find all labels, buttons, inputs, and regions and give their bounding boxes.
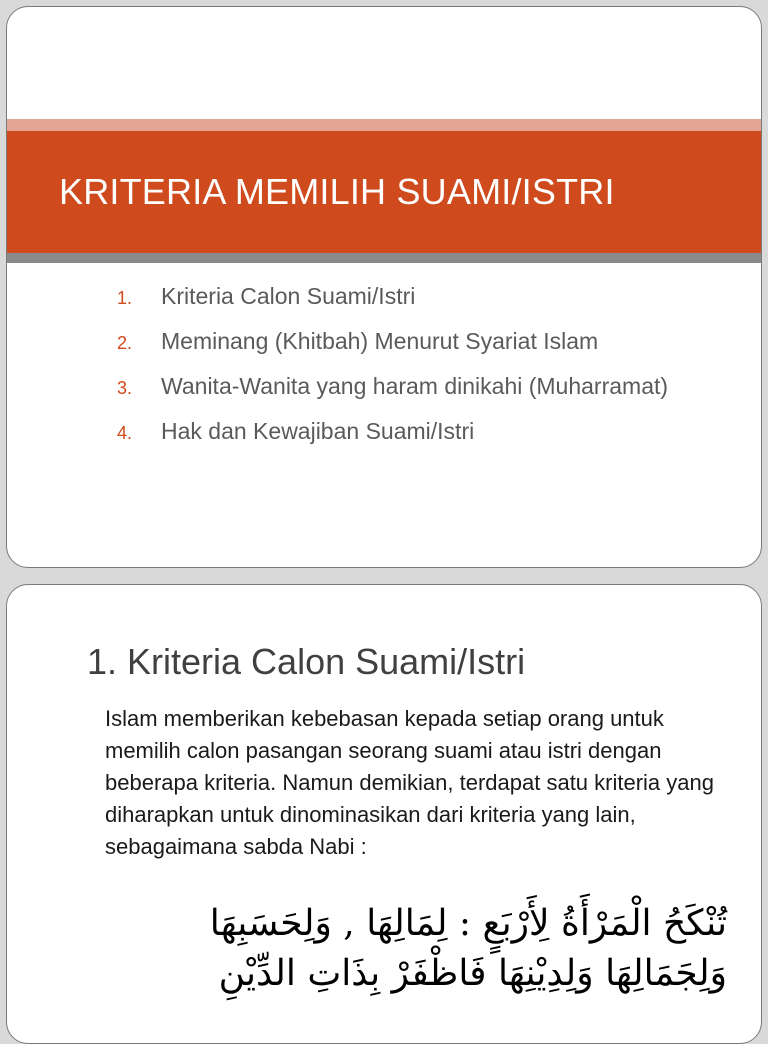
banner-top-stripe [7, 119, 761, 131]
agenda-item-number: 2. [117, 333, 133, 353]
banner-bottom-stripe [7, 253, 761, 263]
agenda-item-number: 1. [117, 288, 133, 308]
agenda-item [7, 369, 707, 403]
agenda-item [7, 324, 707, 358]
arabic-hadith-line-1: تُنْكَحُ الْمَرْأَةُ لِأَرْبَعٍ : لِمَالِهَا , وَلِحَسَبِهَا [209, 903, 727, 944]
agenda-item-number: 4. [117, 423, 133, 443]
agenda-item-text: Kriteria Calon Suami/Istri [161, 283, 416, 309]
agenda-item-number: 3. [117, 378, 133, 398]
arabic-hadith-line-2: وَلِجَمَالِهَا وَلِدِيْنِهَا فَاظْفَرْ بِذَاتِ الدِّيْنِ [218, 953, 727, 994]
body-paragraph: Islam memberikan kebebasan kepada setiap orang untuk memilih calon pasangan seorang suami atau istri dengan beberapa kriteria. Namun demikian, terdapat satu kriteria yang diharapkan untuk dinominasikan dari kriteria yang lain, sebagaimana sabda Nabi : [105, 706, 714, 859]
slide-2 [6, 584, 762, 1044]
agenda-item-text: Hak dan Kewajiban Suami/Istri [161, 418, 475, 444]
agenda-item [7, 414, 707, 448]
section-heading: 1. Kriteria Calon Suami/Istri [87, 641, 526, 682]
agenda-list [7, 279, 707, 459]
slide-1 [6, 6, 762, 568]
agenda-item-text: Wanita-Wanita yang haram dinikahi (Muharramat) [161, 373, 669, 399]
title-banner [7, 131, 761, 253]
agenda-item-text: Meminang (Khitbah) Menurut Syariat Islam [161, 328, 599, 354]
agenda-item [7, 279, 707, 313]
slide-title: KRITERIA MEMILIH SUAMI/ISTRI [59, 171, 615, 212]
